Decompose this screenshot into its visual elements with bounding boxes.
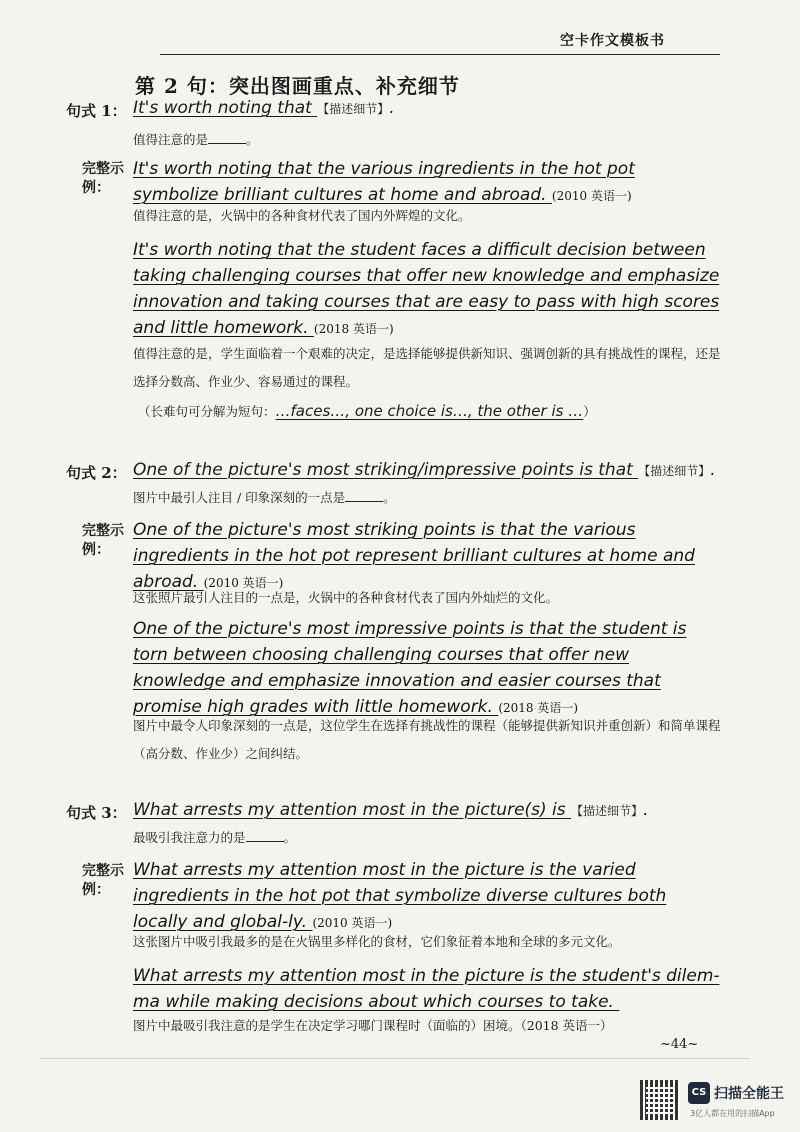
example-2b-source: (2018 英语一) [498, 701, 579, 715]
pattern-2-meaning-suffix: 。 [383, 490, 396, 505]
section-heading: 第 2 句：突出图画重点、补充细节 [135, 74, 460, 98]
pattern-3-meaning [133, 828, 296, 846]
fill-blank [246, 829, 284, 842]
book-title: 空卡作文模板书 [560, 33, 665, 49]
split-note-prefix: （长难句可分解为短句： [138, 404, 276, 419]
example-3a-text: What arrests my attention most in the picture is the varied ingredients in the hot pot that symbolize diverse cultures both locally and global-ly. [133, 860, 667, 932]
example-1b-text: It's worth noting that the student faces a difficult decision between taking challenging courses that offer new knowledge and emphasize innovation and taking courses that are easy to pass with high scores and little homework. [133, 240, 720, 338]
example-2b-chinese: 图片中最令人印象深刻的一点是，这位学生在选择有挑战性的课程（能够提供新知识并重创新）和简单课程（高分数、作业少）之间纠结。 [133, 718, 721, 761]
example-3a-source: (2010 英语一) [312, 916, 393, 930]
scanner-tagline: 3亿人都在用的扫描App [690, 1109, 775, 1118]
pattern-1-end: . [389, 98, 395, 118]
example-2a-text: One of the picture's most striking points is that the various ingredients in the hot pot represent brilliant cultures at home and abroad. [133, 520, 695, 592]
pattern-2-meaning [133, 488, 396, 506]
pattern-2-end: . [710, 460, 716, 480]
header-rule [160, 54, 720, 55]
pattern-2-meaning-prefix: 图片中最引人注目 / 印象深刻的一点是 [133, 490, 346, 505]
example-1a-chinese: 值得注意的是，火锅中的各种食材代表了国内外辉煌的文化。 [133, 208, 471, 223]
pattern-1-label: 句式 1： [66, 102, 127, 120]
pattern-3-text: What arrests my attention most in the picture(s) is [133, 800, 566, 820]
pattern-2-text: One of the picture's most striking/impressive points is that [133, 460, 633, 480]
pattern-3-template [133, 800, 648, 820]
pattern-3-meaning-suffix: 。 [283, 830, 297, 845]
example-2a-chinese: 这张照片最引人注目的一点是，火锅中的各种食材代表了国内外灿烂的文化。 [133, 590, 559, 605]
pattern-1-meaning-prefix: 值得注意的是 [133, 132, 209, 147]
pattern-3-meaning-prefix: 最吸引我注意力的是 [133, 830, 246, 845]
pattern-3-end: . [643, 800, 649, 820]
fill-blank [345, 489, 383, 502]
example-3a-chinese: 这张图片中吸引我最多的是在火锅里多样化的食材，它们象征着本地和全球的多元文化。 [133, 934, 621, 949]
split-note-text: …faces…, one choice is…, the other is … [275, 402, 584, 420]
example-1a-text: It's worth noting that the various ingredients in the hot pot symbolize brilliant cultures at home and abroad. [133, 159, 635, 205]
page-number: ~44~ [660, 1037, 699, 1052]
example-1a-source: (2010 英语一) [551, 189, 632, 203]
pattern-3-label: 句式 3： [66, 804, 127, 822]
scanner-app-name: 扫描全能王 [714, 1086, 784, 1102]
qr-code [640, 1080, 680, 1120]
example-3a-english [133, 857, 723, 936]
bottom-rule [40, 1058, 750, 1059]
example-3b-text: What arrests my attention most in the picture is the student's dilem-ma while making decisions about which courses to take. [133, 966, 720, 1012]
pattern-1-text: It's worth noting that [133, 98, 312, 118]
pattern-1-template [133, 98, 395, 118]
split-note-suffix: ） [583, 404, 596, 419]
pattern-2-label: 句式 2： [66, 464, 127, 482]
pattern-2-template [133, 460, 716, 480]
example-3b-english [133, 963, 723, 1015]
pattern-1-meaning-suffix: 。 [246, 132, 259, 147]
pattern-2-example-tag: 完整示例： [82, 523, 124, 558]
example-2a-source: (2010 英语一) [203, 576, 284, 590]
camscanner-logo-icon: CS [688, 1082, 710, 1104]
example-2b-english [133, 616, 723, 721]
pattern-3-example-tag: 完整示例： [82, 863, 124, 898]
pattern-3-note: 【描述细节】 [571, 804, 644, 818]
pattern-1-example-tag: 完整示例： [82, 161, 124, 196]
example-2b-text: One of the picture's most impressive points is that the student is torn between choosing challenging courses that offer new knowledge and emphasize innovation and easier courses that promise high grades with little homework. [133, 619, 687, 717]
fill-blank [208, 131, 246, 144]
example-3b-chinese: 图片中最吸引我注意的是学生在决定学习哪门课程时（面临的）困境。（2018 英语一） [133, 1018, 613, 1033]
pattern-1-note: 【描述细节】 [317, 102, 390, 116]
split-note [138, 402, 596, 420]
example-1b-source: (2018 英语一) [313, 322, 394, 336]
example-1b-english [133, 237, 723, 342]
example-1b-chinese: 值得注意的是，学生面临着一个艰难的决定，是选择能够提供新知识、强调创新的具有挑战性的课程，还是选择分数高、作业少、容易通过的课程。 [133, 346, 721, 389]
pattern-1-meaning [133, 130, 259, 148]
pattern-2-note: 【描述细节】 [638, 464, 711, 478]
